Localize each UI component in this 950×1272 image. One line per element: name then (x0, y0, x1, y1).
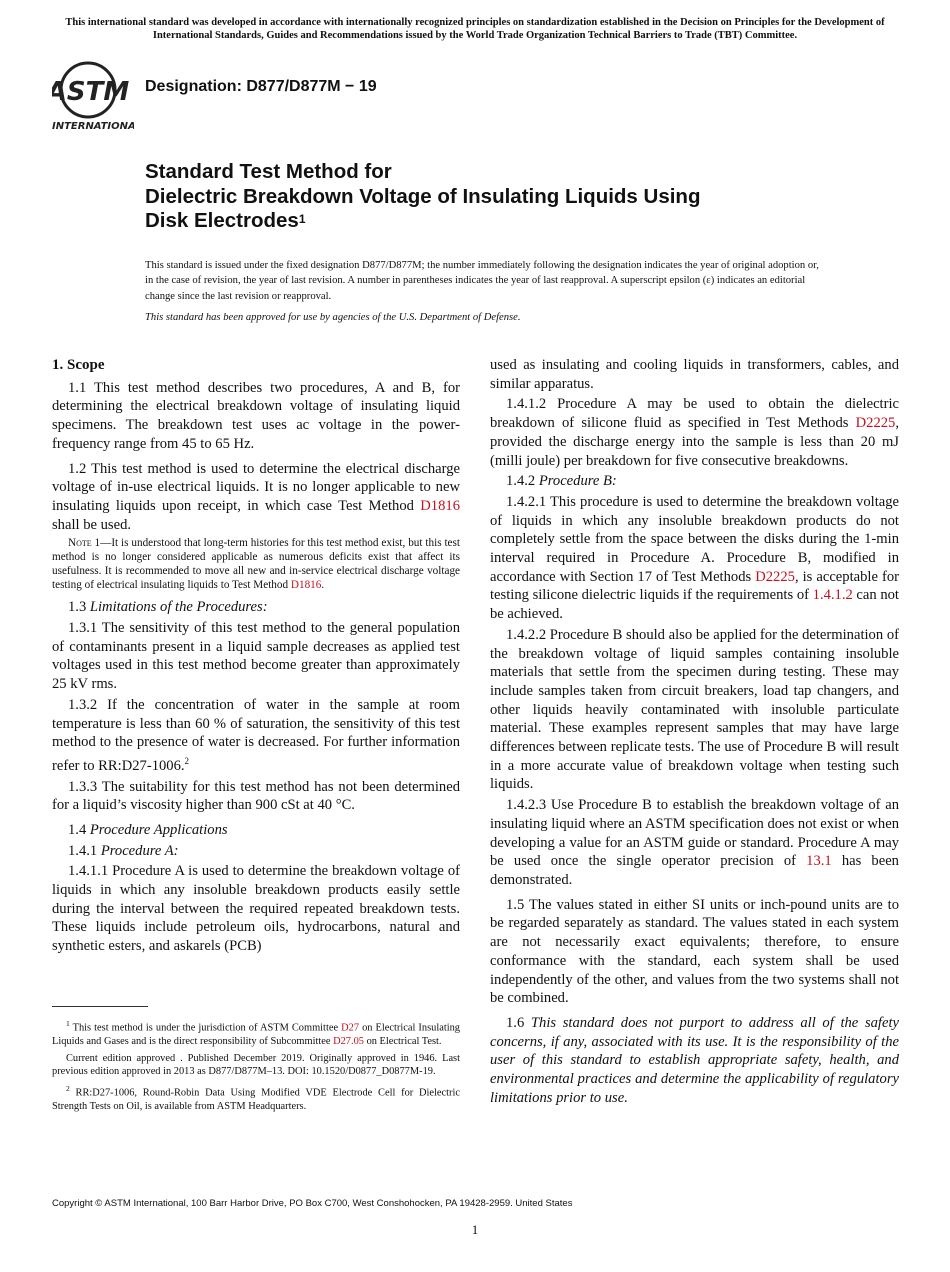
dod-approval: This standard has been approved for use by agencies of the U.S. Department of Defense. (145, 312, 521, 323)
para-1-4-2-2: 1.4.2.2 Procedure B should also be applied for the determination of the breakdown voltage of liquid samples containing insoluble materials that settle from the specimen during testing. These may include samples taken from circuit breakers, load tap changers, and other liquids heavily contaminated with insoluble particulate material. These examples represent samples that may have large differences between replicate tests. The use of Procedure B will result in a more accurate value of breakdown voltage when testing such liquids. (490, 626, 899, 793)
svg-text:ASTM: ASTM (52, 77, 130, 107)
ref-link-d1816[interactable]: D1816 (420, 497, 460, 514)
para-1-2: 1.2 This test method is used to determine the electrical discharge voltage of in-use electrical liquids. It is no longer applicable to new insulating liquids upon receipt, in which case Test Method D1816 shall be used. (52, 460, 460, 533)
para-1-3-3: 1.3.3 The suitability for this test method has not been determined for a liquid’s viscosity higher than 900 cSt at 40 °C. (52, 778, 460, 814)
ref-link-d2225-b[interactable]: D2225 (755, 568, 795, 585)
para-1-4-1-1-cont: used as insulating and cooling liquids in transformers, cables, and similar apparatus. (490, 357, 899, 392)
para-1-4-1-1: 1.4.1.1 Procedure A is used to determine the breakdown voltage of liquids in which any insoluble breakdown products easily settle during the interval between the required repeated breakdown tests. These liquids include petroleum oils, hydrocarbons, natural and synthetic esters, and askarels (PCB) (52, 863, 460, 955)
title-line-2: Dielectric Breakdown Voltage of Insulating Liquids Using (145, 184, 701, 208)
note-1: Note 1—It is understood that long-term histories for this test method exist, but this test method is no longer considered applicable as numerous deficits exist that affect its usefulness. It is recommended to move all new and in-service electrical discharge voltage testing of electrical insulating liquids to Test Method D1816. (52, 537, 460, 592)
left-column (52, 356, 460, 958)
astm-logo-graphic (52, 56, 134, 132)
astm-logo (52, 56, 134, 132)
svg-text:INTERNATIONAL: INTERNATIONAL (52, 121, 134, 132)
tbt-notice: This international standard was developed in accordance with internationally recognized principles on standardization established in the Decision on Principles for the Development of International Standards, Guides and Recommendations issued by the World Trade Organization Technical Barriers to Trade (TBT) Committee. (65, 17, 885, 41)
para-1-1: 1.1 This test method describes two procedures, A and B, for determining the electrical breakdown voltage of insulating liquid specimens. The breakdown test uses ac voltage in the power-frequency range from 45 to 65 Hz. (52, 379, 460, 452)
footnotes (52, 1017, 460, 1117)
para-1-4: 1.4 Procedure Applications (68, 821, 228, 838)
para-1-4-2-3: 1.4.2.3 Use Procedure B to establish the breakdown voltage of an insulating liquid where an ASTM specification does not exist or when developing a value for an ASTM guide or standard. Procedure A may be used once the single operator precision of 13.1 has been demonstrated. (490, 797, 899, 888)
ref-link-d1816-note[interactable]: D1816 (290, 579, 322, 592)
para-1-6: 1.6 This standard does not purport to address all of the safety concerns, if any, associated with its use. It is the responsibility of the user of this standard to establish appropriate safety, health, and environmental practices and determine the applicability of regulatory limitations prior to use. (490, 1014, 899, 1106)
right-column (490, 356, 899, 1109)
section-heading-scope: 1. Scope (52, 357, 105, 373)
footnote-1-edition: Current edition approved . Published December 2019. Originally approved in 1946. Last previous edition approved in 2013 as D877/D877M–13. DOI: 10.1520/D0877_D0877M-19. (52, 1052, 460, 1078)
ref-link-d27[interactable]: D27 (341, 1022, 360, 1034)
para-1-3: 1.3 Limitations of the Procedures: (68, 599, 268, 616)
page-number: 1 (471, 1222, 479, 1237)
document-title (145, 160, 845, 234)
ref-link-13-1[interactable]: 13.1 (806, 853, 832, 870)
para-1-4-1-2: 1.4.1.2 Procedure A may be used to obtain the dielectric breakdown of silicone fluid as specified in Test Methods D2225, provided the discharge energy into the sample is less than 20 mJ (milli joule) per breakdown for five consecutive breakdowns. (490, 396, 899, 469)
para-1-4-2-1: 1.4.2.1 This procedure is used to determine the breakdown voltage of liquids in which any insoluble breakdown products do not completely settle from the space between the disks during the 1-min interval required in Procedure A. Procedure B, modified in accordance with Section 17 of Test Methods D2225, is acceptable for testing silicone dielectric liquids if the requirements of 1.4.1.2 can not be achieved. (490, 493, 899, 623)
para-1-4-1: 1.4.1 Procedure A: (68, 842, 179, 859)
para-1-3-2: 1.3.2 If the concentration of water in the sample at room temperature is less than 60 % of saturation, the sensitivity of this test method to the presence of water is decreased. For further information refer to RR:D27-1006.$^2$ (52, 696, 460, 774)
ref-link-1-4-1-2[interactable]: 1.4.1.2 (812, 587, 853, 604)
designation: Designation: D877/D877M − 19 (145, 78, 377, 95)
ref-link-d2225[interactable]: D2225 (855, 415, 896, 432)
para-1-4-2: 1.4.2 Procedure B: (506, 473, 617, 490)
footnote-divider (52, 1006, 148, 1007)
footnote-1: $^1$ This test method is under the jurisdiction of ASTM Committee D27 on Electrical Insulating Liquids and Gases and is the direct responsibility of Subcommittee D27.05 on Electrical Test. (52, 1019, 460, 1048)
preamble: This standard is issued under the fixed designation D877/D877M; the number immediately following the designation indicates the year of original adoption or, in the case of revision, the year of last revision. A number in parentheses indicates the year of last reapproval. A superscript epsilon (ε) indicates an editorial change since the last revision or reapproval. (145, 260, 819, 302)
copyright: Copyright © ASTM International, 100 Barr Harbor Drive, PO Box C700, West Conshohocken, PA 19428-2959. United States (52, 1198, 573, 1209)
title-line-3: Disk Electrodes (145, 209, 299, 232)
para-1-3-1: 1.3.1 The sensitivity of this test method to the general population of contaminants present in a liquid sample decreases as applied test voltages used in this test method become greater than approximately 25 kV rms. (52, 620, 460, 693)
title-line-1: Standard Test Method for (145, 160, 392, 183)
ref-link-d27-05[interactable]: D27.05 (333, 1036, 364, 1048)
title-footnote-marker: 1 (298, 212, 306, 226)
para-1-5: 1.5 The values stated in either SI units or inch-pound units are to be regarded separately as standard. The values stated in each system are not necessarily exact equivalents; therefore, to ensure conformance with the standard, each system shall be used independently of the other, and values from the two systems shall not be combined. (490, 896, 899, 1007)
footnote-2: $^2$ RR:D27-1006, Round-Robin Data Using Modified VDE Electrode Cell for Dielectric Strength Tests on Oil, is available from ASTM Headquarters. (52, 1083, 460, 1112)
